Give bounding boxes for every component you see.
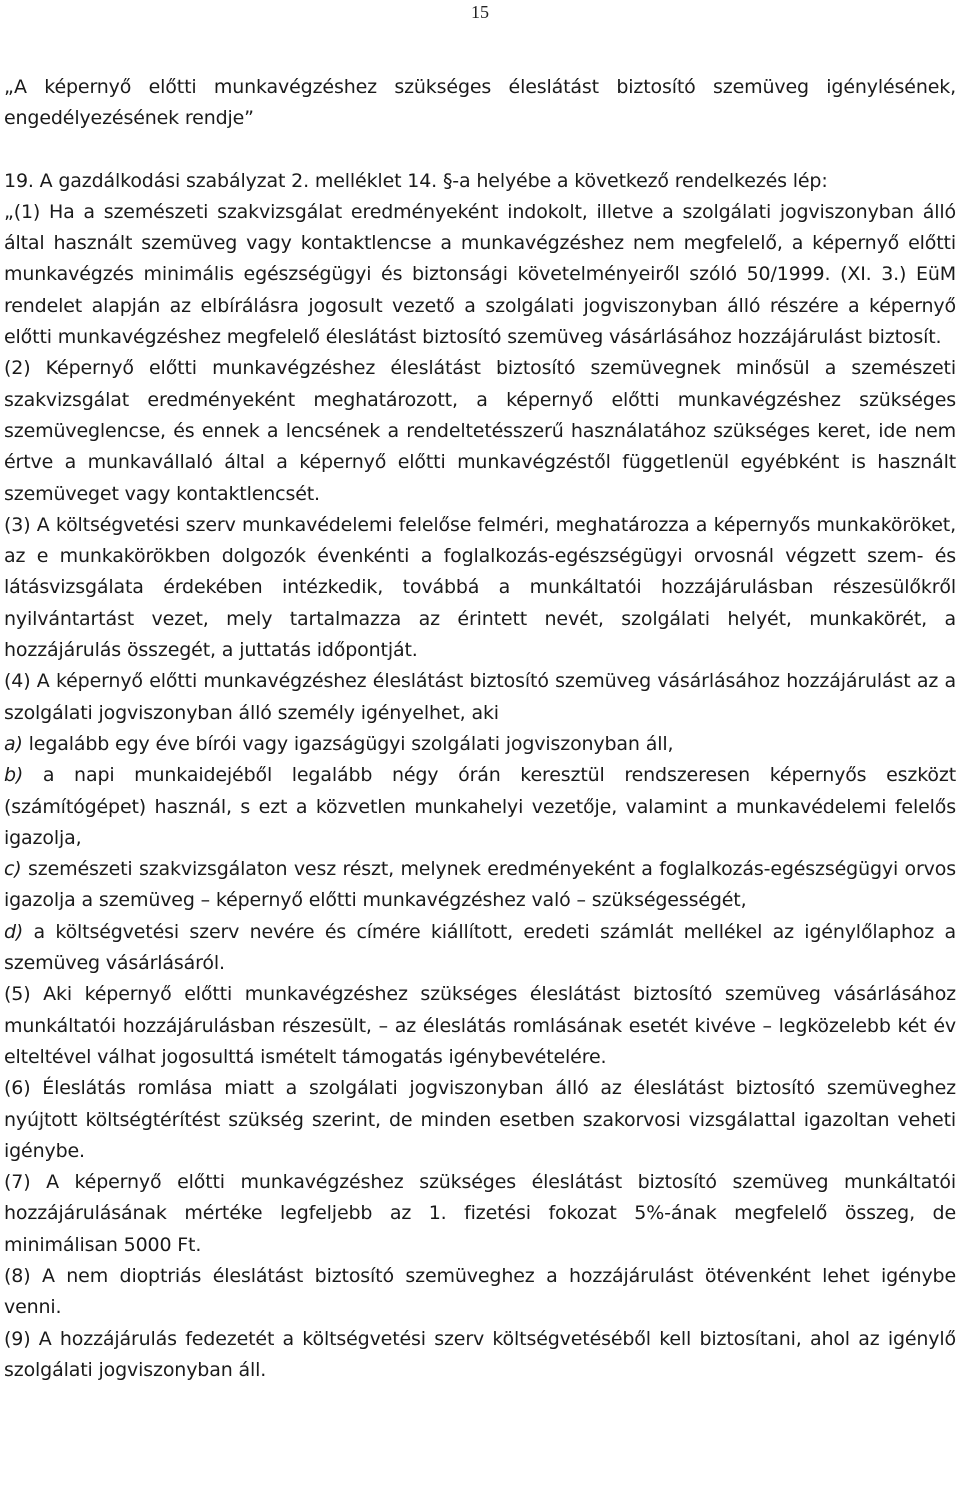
document-body bbox=[4, 72, 956, 1386]
paragraph-4: (4) A képernyő előtti munkavégzéshez éleslátást biztosító szemüveg vásárlásához hozzájárulást az a szolgálati jogviszonyban álló személy igényelhet, aki bbox=[4, 670, 956, 724]
list-item-text: szemészeti szakvizsgálaton vesz részt, melynek eredményeként a foglalkozás-egészségügyi orvos igazolja a szemüveg – képernyő előtti munkavégzéshez való – szükségességét, bbox=[4, 858, 956, 912]
list-item-c bbox=[4, 854, 956, 917]
paragraph-5: (5) Aki képernyő előtti munkavégzéshez szükséges éleslátást biztosító szemüveg vásárlásához munkáltatói hozzájárulásban részesült, – az éleslátás romlásának esetét kivéve – legközelebb két év elteltével válhat jogosulttá ismételt támogatás igénybevételére. bbox=[4, 983, 956, 1068]
paragraph-3: (3) A költségvetési szerv munkavédelemi felelőse felméri, meghatározza a képernyős munkaköröket, az e munkakörökben dolgozók évenkénti a foglalkozás-egészségügyi orvosnál végzett szem- és látásvizsgálata érdekében intézkedik, továbbá a munkáltatói hozzájárulásban részesülőkről nyilvántartást vezet, mely tartalmazza az érintett nevét, szolgálati helyét, munkakörét, a hozzájárulás összegét, a juttatás időpontját. bbox=[4, 513, 956, 662]
list-item-letter: b) bbox=[4, 764, 24, 787]
list-item-text: legalább egy éve bírói vagy igazságügyi szolgálati jogviszonyban áll, bbox=[22, 732, 674, 755]
list-item-text: a költségvetési szerv nevére és címére kiállított, eredeti számlát mellékel az igénylőlaphoz a szemüveg vásárlásáról. bbox=[4, 920, 956, 975]
list-item-b bbox=[4, 760, 956, 854]
paragraph-8: (8) A nem dioptriás éleslátást biztosító szemüveghez a hozzájárulást ötévenként lehet igénybe venni. bbox=[4, 1264, 956, 1319]
list-item-letter: c) bbox=[4, 858, 22, 881]
page-number: 15 bbox=[471, 2, 489, 22]
paragraph-2: (2) Képernyő előtti munkavégzéshez éleslátást biztosító szemüvegnek minősül a szemészeti szakvizsgálat eredményeként meghatározott, a képernyő előtti munkavégzéshez szükséges szemüveglencse, és ennek a lencsének a rendeltetésszerű használatához szükséges keret, ide nem értve a munkavállaló által a képernyő előtti munkavégzéstől függetlenül egyébként is használt szemüveget vagy kontaktlencsét. bbox=[4, 357, 956, 505]
paragraph-6: (6) Éleslátás romlása miatt a szolgálati jogviszonyban álló az éleslátást biztosító szemüveghez nyújtott költségtérítést szükség szerint, de minden esetben szakorvosi vizsgálattal igazoltan veheti igénybe. bbox=[4, 1077, 956, 1162]
list-item-letter: d) bbox=[4, 920, 24, 943]
list-item-a bbox=[4, 729, 956, 760]
list-item-text: a napi munkaidejéből legalább négy órán keresztül rendszeresen képernyős eszközt (számítógépet) használ, s ezt a közvetlen munkahelyi vezetője, valamint a munkavédelemi felelős igazolja, bbox=[4, 764, 956, 849]
list-item-d bbox=[4, 917, 956, 980]
paragraph-7: (7) A képernyő előtti munkavégzéshez szükséges éleslátást biztosító szemüveg munkáltatói hozzájárulásának mértéke legfeljebb az 1. fizetési fokozat 5%-ának megfelelő összeg, de minimálisan 5000 Ft. bbox=[4, 1171, 956, 1256]
document-title: „A képernyő előtti munkavégzéshez szükséges éleslátást biztosító szemüveg igénylésének, engedélyezésének rendje” bbox=[4, 76, 956, 130]
paragraph-9: (9) A hozzájárulás fedezetét a költségvetési szerv költségvetéséből kell biztosítani, ahol az igénylő szolgálati jogviszonyban áll. bbox=[4, 1327, 956, 1381]
intro-paragraph: 19. A gazdálkodási szabályzat 2. melléklet 14. §-a helyébe a következő rendelkezés lép: bbox=[4, 169, 828, 192]
paragraph-1: „(1) Ha a szemészeti szakvizsgálat eredményeként indokolt, illetve a szolgálati jogviszonyban álló által használt szemüveg vagy kontaktlencse a munkavégzéshez nem megfelelő, a képernyő előtti munkavégzés minimális egészségügyi és biztonsági követelményeiről szóló 50/1999. (XI. 3.) EüM rendelet alapján az elbírálásra jogosult vezető a szolgálati jogviszonyban álló részére a képernyő előtti munkavégzéshez megfelelő éleslátást biztosító szemüveg vásárlásához hozzájárulást biztosít. bbox=[4, 200, 956, 349]
list-item-letter: a) bbox=[4, 732, 23, 755]
